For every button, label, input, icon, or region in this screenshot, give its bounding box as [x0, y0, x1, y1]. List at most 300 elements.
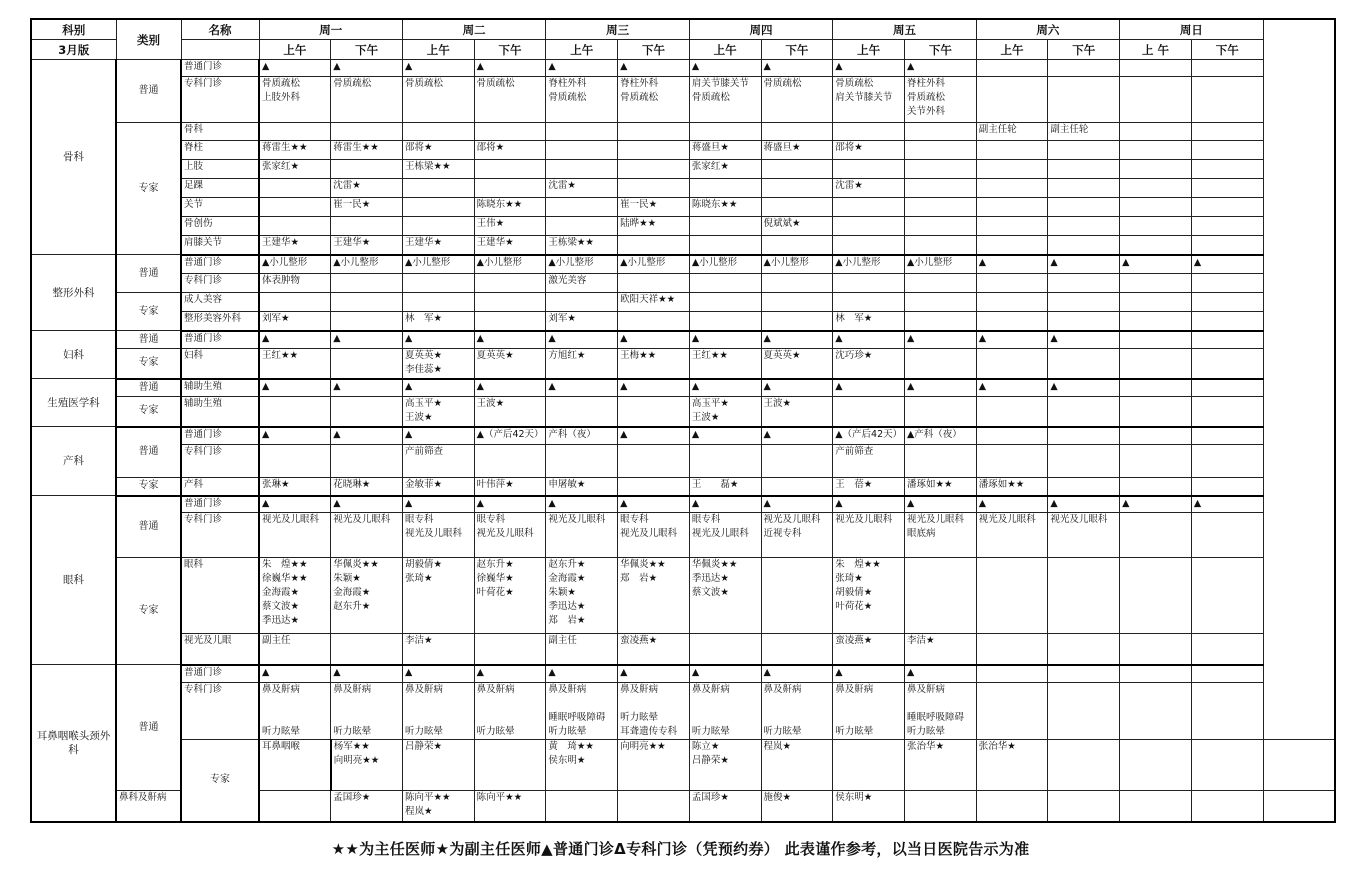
schedule-cell [976, 312, 1048, 331]
clinic-name: 普通门诊 [181, 331, 259, 349]
schedule-cell: ▲小儿整形 [259, 255, 331, 274]
schedule-cell [1120, 77, 1192, 123]
clinic-name: 视光及儿眼 [181, 634, 259, 665]
schedule-cell [833, 274, 905, 293]
schedule-cell [1120, 236, 1192, 255]
header-half: 上 午 [1120, 40, 1192, 60]
category-label: 普通 [116, 255, 181, 293]
schedule-row [31, 77, 1335, 123]
schedule-cell [833, 397, 905, 427]
schedule-cell [618, 445, 690, 478]
schedule-cell [1048, 665, 1120, 683]
header-name: 名称 [181, 19, 259, 40]
clinic-name: 足踝 [181, 179, 259, 198]
schedule-cell [331, 312, 403, 331]
schedule-cell: ▲ [1048, 255, 1120, 274]
schedule-cell [1191, 312, 1263, 331]
clinic-name: 专科门诊 [181, 445, 259, 478]
dept-label: 妇科 [31, 331, 116, 379]
schedule-cell: ▲ [1048, 496, 1120, 513]
schedule-cell: ▲ [689, 427, 761, 445]
schedule-cell [976, 665, 1048, 683]
schedule-cell: 视光及儿眼科 [331, 513, 403, 558]
schedule-cell: 崔一民★ [331, 198, 403, 217]
schedule-cell: ▲ [618, 331, 690, 349]
schedule-cell: ▲ [402, 379, 474, 397]
clinic-name: 普通门诊 [181, 427, 259, 445]
schedule-cell [689, 312, 761, 331]
schedule-cell: ▲ [618, 60, 690, 77]
schedule-row [31, 198, 1335, 217]
schedule-cell [833, 236, 905, 255]
schedule-cell [331, 123, 403, 141]
header-half: 下午 [904, 40, 976, 60]
header-half: 上午 [402, 40, 474, 60]
schedule-cell: ▲ [976, 496, 1048, 513]
schedule-cell [474, 634, 546, 665]
schedule-cell: ▲ [689, 496, 761, 513]
schedule-row [31, 397, 1335, 427]
schedule-cell: 华佩炎★★ 朱颖★ 金海霞★ 赵东升★ [331, 558, 403, 634]
schedule-cell: 王建华★ [259, 236, 331, 255]
schedule-cell: ▲ [761, 496, 833, 513]
schedule-cell [1191, 665, 1263, 683]
schedule-cell [976, 160, 1048, 179]
schedule-cell: 李洁★ [904, 634, 976, 665]
schedule-cell [904, 141, 976, 160]
clinic-name: 妇科 [181, 349, 259, 379]
schedule-cell [904, 293, 976, 312]
schedule-cell [331, 293, 403, 312]
schedule-cell: 孟国珍★ [331, 791, 403, 822]
header-half: 下午 [618, 40, 690, 60]
schedule-sheet [30, 18, 1336, 823]
schedule-cell: ▲ [904, 331, 976, 349]
schedule-row [31, 123, 1335, 141]
schedule-cell: 倪斌斌★ [761, 217, 833, 236]
schedule-cell [761, 274, 833, 293]
schedule-cell: ▲产科（夜） [904, 427, 976, 445]
schedule-cell [402, 123, 474, 141]
category-label: 普通 [116, 60, 181, 123]
schedule-cell: 潘琢如★★ [904, 478, 976, 496]
schedule-cell [546, 198, 618, 217]
schedule-cell: ▲ [402, 60, 474, 77]
schedule-cell: 鼻及鼾病 听力眩晕 [331, 683, 403, 740]
schedule-cell: ▲ [761, 60, 833, 77]
schedule-cell: 刘军★ [259, 312, 331, 331]
schedule-cell [1191, 331, 1263, 349]
schedule-cell [1120, 427, 1192, 445]
header-half: 下午 [331, 40, 403, 60]
schedule-cell [1191, 478, 1263, 496]
schedule-cell: ▲ [474, 379, 546, 397]
schedule-cell [259, 293, 331, 312]
schedule-cell [904, 160, 976, 179]
schedule-cell: 邵将★ [833, 141, 905, 160]
schedule-cell: ▲ [833, 496, 905, 513]
schedule-cell [976, 683, 1048, 740]
schedule-cell: 花晓琳★ [331, 478, 403, 496]
legend-note: ★★为主任医师★为副主任医师▲普通门诊Δ专科门诊（凭预约券） 此表谨作参考，以当日医院告示为准 [331, 840, 1030, 858]
schedule-cell [1120, 160, 1192, 179]
schedule-cell [618, 123, 690, 141]
header-day: 周六 [976, 19, 1119, 40]
schedule-body [31, 60, 1335, 822]
schedule-cell [833, 198, 905, 217]
schedule-cell [259, 198, 331, 217]
header-day: 周三 [546, 19, 689, 40]
schedule-cell: 眼专科 视光及儿眼科 [618, 513, 690, 558]
schedule-cell [331, 445, 403, 478]
schedule-cell [976, 141, 1048, 160]
schedule-row [31, 274, 1335, 293]
schedule-row [31, 379, 1335, 397]
schedule-cell: 王伟★ [474, 217, 546, 236]
schedule-cell: 张家红★ [259, 160, 331, 179]
schedule-cell: 陈立★ 吕静荣★ [689, 740, 761, 791]
header-half: 上午 [259, 40, 331, 60]
schedule-cell: 骨质疏松 肩关节膝关节 [833, 77, 905, 123]
category-label: 普通 [116, 665, 181, 791]
schedule-row [31, 236, 1335, 255]
category-label: 专家 [116, 558, 181, 665]
schedule-cell: 蛮凌燕★ [833, 634, 905, 665]
schedule-cell [1191, 634, 1263, 665]
schedule-cell [1191, 198, 1263, 217]
schedule-cell: 金敏菲★ [402, 478, 474, 496]
schedule-cell: ▲ [331, 496, 403, 513]
schedule-cell: ▲ [761, 331, 833, 349]
schedule-cell [546, 217, 618, 236]
schedule-cell: 体表肿物 [259, 274, 331, 293]
schedule-cell [1048, 349, 1120, 379]
schedule-cell: ▲ [546, 665, 618, 683]
schedule-cell [1120, 179, 1192, 198]
schedule-cell: ▲ [1120, 496, 1192, 513]
header-dept: 科别 [31, 19, 116, 40]
schedule-cell [1120, 123, 1192, 141]
schedule-cell: 陆晔★★ [618, 217, 690, 236]
schedule-cell [1120, 445, 1192, 478]
schedule-cell [546, 791, 618, 822]
schedule-row [31, 740, 1335, 791]
schedule-cell [1191, 160, 1263, 179]
schedule-cell: 鼻及鼾病 听力眩晕 [689, 683, 761, 740]
schedule-cell: 脊柱外科 骨质疏松 [546, 77, 618, 123]
schedule-cell [1048, 683, 1120, 740]
header-half: 上午 [546, 40, 618, 60]
schedule-cell: ▲ [689, 379, 761, 397]
schedule-cell [618, 478, 690, 496]
schedule-cell: 陈晓东★★ [689, 198, 761, 217]
schedule-cell: 朱 煌★★ 张琦★ 胡毅倩★ 叶荷花★ [833, 558, 905, 634]
schedule-cell: 骨质疏松 [331, 77, 403, 123]
schedule-cell: 激光美容 [546, 274, 618, 293]
schedule-cell: ▲ [259, 665, 331, 683]
schedule-cell [474, 740, 546, 791]
schedule-cell: 夏英英★ [474, 349, 546, 379]
schedule-cell: ▲ [833, 665, 905, 683]
schedule-cell [1048, 445, 1120, 478]
schedule-cell: 华佩炎★★ 季迅达★ 蔡文波★ [689, 558, 761, 634]
schedule-cell: ▲ [618, 665, 690, 683]
schedule-cell [1191, 397, 1263, 427]
schedule-cell [1191, 427, 1263, 445]
clinic-name: 肩膝关节 [181, 236, 259, 255]
clinic-name: 普通门诊 [181, 60, 259, 77]
schedule-cell: 高玉平★ 王波★ [689, 397, 761, 427]
schedule-cell: 鼻及鼾病 睡眠呼吸障碍 听力眩晕 [546, 683, 618, 740]
schedule-cell [904, 558, 976, 634]
schedule-cell: ▲ [1191, 496, 1263, 513]
schedule-cell [1120, 312, 1192, 331]
schedule-cell: ▲ [474, 665, 546, 683]
header-row-days [31, 19, 1335, 40]
schedule-cell [1120, 60, 1192, 77]
schedule-cell: 朱 煌★★ 徐巍华★★ 金海霞★ 蔡文波★ 季迅达★ [259, 558, 331, 634]
schedule-cell: 张治华★ [904, 740, 976, 791]
schedule-cell [1048, 634, 1120, 665]
schedule-cell: 王红★★ [689, 349, 761, 379]
schedule-cell: 王栋梁★★ [402, 160, 474, 179]
schedule-cell: 产前筛查 [402, 445, 474, 478]
schedule-cell: 眼专科 视光及儿眼科 [474, 513, 546, 558]
schedule-cell [976, 60, 1048, 77]
schedule-cell: 夏英英★ [761, 349, 833, 379]
schedule-cell: 崔一民★ [618, 198, 690, 217]
schedule-cell [761, 558, 833, 634]
schedule-cell: 叶伟萍★ [474, 478, 546, 496]
schedule-cell: 张琳★ [259, 478, 331, 496]
schedule-cell [1120, 198, 1192, 217]
schedule-cell: ▲ [402, 427, 474, 445]
schedule-cell: ▲ [402, 331, 474, 349]
schedule-cell [618, 312, 690, 331]
schedule-cell: ▲ [474, 331, 546, 349]
schedule-row [31, 141, 1335, 160]
schedule-cell: 邵将★ [474, 141, 546, 160]
clinic-name: 普通门诊 [181, 255, 259, 274]
schedule-cell: 王梅★★ [618, 349, 690, 379]
schedule-cell [761, 198, 833, 217]
dept-label: 整形外科 [31, 255, 116, 331]
schedule-cell [904, 274, 976, 293]
schedule-cell: ▲ [546, 496, 618, 513]
schedule-row [31, 513, 1335, 558]
schedule-cell: 蒋盛旦★ [761, 141, 833, 160]
schedule-cell [689, 445, 761, 478]
schedule-cell [1191, 740, 1263, 791]
clinic-schedule-table [30, 18, 1336, 823]
schedule-cell: ▲ [546, 60, 618, 77]
schedule-cell [976, 236, 1048, 255]
schedule-cell [331, 160, 403, 179]
schedule-cell [976, 293, 1048, 312]
schedule-cell [689, 293, 761, 312]
schedule-row [31, 683, 1335, 740]
schedule-cell [259, 397, 331, 427]
dept-label: 眼科 [31, 496, 116, 665]
schedule-cell [1048, 77, 1120, 123]
schedule-cell [1120, 293, 1192, 312]
schedule-cell: ▲ [833, 379, 905, 397]
schedule-cell: 邵将★ [402, 141, 474, 160]
schedule-cell [1120, 379, 1192, 397]
header-half: 下午 [474, 40, 546, 60]
schedule-cell [474, 160, 546, 179]
schedule-cell: 夏英英★ 李佳蕊★ [402, 349, 474, 379]
schedule-cell: ▲ [331, 331, 403, 349]
schedule-cell: ▲小儿整形 [402, 255, 474, 274]
header-day: 周一 [259, 19, 402, 40]
header-day: 周五 [833, 19, 976, 40]
schedule-cell: ▲ [402, 496, 474, 513]
schedule-cell [976, 791, 1048, 822]
schedule-cell [1048, 791, 1120, 822]
schedule-cell: 王红★★ [259, 349, 331, 379]
schedule-cell: ▲ [474, 496, 546, 513]
schedule-cell [833, 293, 905, 312]
schedule-cell: ▲小儿整形 [904, 255, 976, 274]
schedule-row [31, 217, 1335, 236]
schedule-cell [833, 217, 905, 236]
schedule-cell [259, 791, 331, 822]
header-half: 下午 [1048, 40, 1120, 60]
schedule-cell [1120, 141, 1192, 160]
schedule-cell: ▲ [904, 665, 976, 683]
clinic-name: 普通门诊 [181, 665, 259, 683]
schedule-cell [1191, 445, 1263, 478]
schedule-cell: 吕静荣★ [402, 740, 474, 791]
category-label: 专家 [116, 397, 181, 427]
header-day: 周日 [1120, 19, 1263, 40]
schedule-cell: ▲小儿整形 [331, 255, 403, 274]
schedule-cell: 鼻及鼾病 听力眩晕 [833, 683, 905, 740]
schedule-cell: ▲小儿整形 [618, 255, 690, 274]
schedule-cell [259, 445, 331, 478]
dept-label: 生殖医学科 [31, 379, 116, 427]
schedule-cell: 视光及儿眼科 [833, 513, 905, 558]
schedule-cell: 蒋雷生★★ [259, 141, 331, 160]
schedule-cell [1120, 349, 1192, 379]
schedule-cell: 骨质疏松 [761, 77, 833, 123]
schedule-row [31, 312, 1335, 331]
header-half: 下午 [1191, 40, 1263, 60]
schedule-cell: ▲（产后42天） [474, 427, 546, 445]
schedule-cell [976, 217, 1048, 236]
schedule-cell: 林 军★ [402, 312, 474, 331]
schedule-cell [546, 123, 618, 141]
category-label: 普通 [116, 331, 181, 349]
schedule-row [31, 665, 1335, 683]
schedule-cell [618, 274, 690, 293]
schedule-cell [976, 558, 1048, 634]
schedule-cell [976, 634, 1048, 665]
schedule-cell [1048, 478, 1120, 496]
schedule-cell: 张家红★ [689, 160, 761, 179]
schedule-cell [904, 397, 976, 427]
clinic-name: 专科门诊 [181, 274, 259, 293]
schedule-cell [546, 397, 618, 427]
clinic-name: 专科门诊 [181, 513, 259, 558]
schedule-cell: 陈晓东★★ [474, 198, 546, 217]
schedule-cell: ▲小儿整形 [689, 255, 761, 274]
schedule-cell [331, 217, 403, 236]
schedule-cell [474, 123, 546, 141]
schedule-cell [1048, 60, 1120, 77]
schedule-cell: ▲小儿整形 [761, 255, 833, 274]
schedule-cell: 林 军★ [833, 312, 905, 331]
schedule-cell [1191, 293, 1263, 312]
schedule-cell: ▲ [546, 379, 618, 397]
schedule-cell: 陈向平★★ [474, 791, 546, 822]
schedule-cell [618, 179, 690, 198]
schedule-cell: ▲ [761, 665, 833, 683]
schedule-row [31, 634, 1335, 665]
schedule-cell: ▲ [904, 496, 976, 513]
schedule-cell [331, 634, 403, 665]
schedule-cell [618, 160, 690, 179]
schedule-cell: 王建华★ [474, 236, 546, 255]
schedule-cell [833, 160, 905, 179]
schedule-cell [904, 198, 976, 217]
schedule-cell [976, 397, 1048, 427]
schedule-cell [546, 445, 618, 478]
schedule-cell: 眼专科 视光及儿眼科 [689, 513, 761, 558]
schedule-cell [904, 179, 976, 198]
schedule-cell [1120, 217, 1192, 236]
schedule-cell [618, 236, 690, 255]
schedule-cell [1048, 236, 1120, 255]
schedule-cell: 沈雷★ [331, 179, 403, 198]
schedule-cell: 骨质疏松 [474, 77, 546, 123]
clinic-name: 专科门诊 [181, 77, 259, 123]
clinic-name: 眼科 [181, 558, 259, 634]
schedule-cell: 孟国珍★ [689, 791, 761, 822]
schedule-cell: 副主任轮 [976, 123, 1048, 141]
schedule-cell [1048, 274, 1120, 293]
schedule-cell: 杨军★★ 向明亮★★ [331, 740, 403, 791]
schedule-cell [689, 123, 761, 141]
schedule-cell [1120, 791, 1192, 822]
schedule-cell [474, 293, 546, 312]
schedule-cell [1191, 141, 1263, 160]
schedule-cell: 视光及儿眼科 眼底病 [904, 513, 976, 558]
schedule-cell [761, 478, 833, 496]
schedule-cell [1048, 160, 1120, 179]
schedule-row [31, 160, 1335, 179]
schedule-cell [1191, 349, 1263, 379]
schedule-row [31, 496, 1335, 513]
schedule-cell: 副主任 [259, 634, 331, 665]
schedule-cell: 骨质疏松 上肢外科 [259, 77, 331, 123]
schedule-cell [1120, 634, 1192, 665]
schedule-cell: 张治华★ [976, 740, 1048, 791]
schedule-cell: ▲ [1048, 331, 1120, 349]
schedule-cell: ▲ [1048, 379, 1120, 397]
header-category: 类别 [116, 19, 181, 60]
schedule-cell [331, 349, 403, 379]
schedule-row [31, 445, 1335, 478]
schedule-cell [976, 445, 1048, 478]
schedule-cell [761, 634, 833, 665]
schedule-cell: 鼻及鼾病 睡眠呼吸障碍 听力眩晕 [904, 683, 976, 740]
schedule-cell: 黄 琦★★ 侯东明★ [546, 740, 618, 791]
category-label: 专家 [116, 293, 181, 331]
header-edition: 3月版 [31, 40, 116, 60]
schedule-cell [976, 274, 1048, 293]
